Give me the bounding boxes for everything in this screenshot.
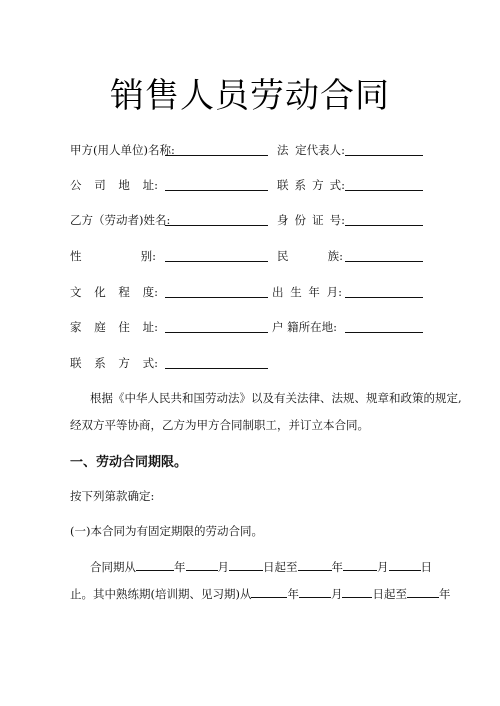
birth-date-field[interactable] [345, 297, 423, 298]
id-number-label: 身 份 证 号: [277, 213, 345, 227]
preamble-line-2: 经双方平等协商，乙方为甲方合同制职工，并订立本合同。 [70, 418, 369, 432]
party-b-name-field[interactable] [165, 225, 268, 226]
contract-period-line [90, 559, 432, 574]
probation-start-day-field[interactable] [342, 586, 372, 598]
education-field[interactable] [165, 297, 268, 298]
party-a-name-label: 甲方(用人单位)名称: [70, 143, 175, 157]
ethnicity-label: 民 族: [277, 249, 343, 263]
probation-lead: 止。其中熟练期(培训期、见习期)从 [70, 587, 252, 601]
id-number-field[interactable] [345, 225, 423, 226]
contact-method-field-b[interactable] [165, 368, 268, 369]
hukou-field[interactable] [345, 332, 423, 333]
period-end-year-field[interactable] [298, 559, 332, 571]
probation-from-label: 日起至 [372, 587, 407, 601]
party-b-name-label: 乙方（劳动者)姓名: [70, 213, 171, 227]
period-start-year-field[interactable] [136, 559, 174, 571]
education-label: 文 化 程 度: [70, 285, 158, 299]
preamble-line-1: 根据《中华人民共和国劳动法》以及有关法律、法规、规章和政策的规定, [90, 391, 462, 405]
period-start-month-field[interactable] [186, 559, 218, 571]
section-1-heading: 一、劳动合同期限。 [70, 455, 188, 470]
probation-month-label: 月 [330, 587, 343, 601]
probation-year-label: 年 [287, 587, 299, 601]
legal-rep-label: 法 定代表人: [277, 143, 345, 157]
period-month2-label: 月 [377, 560, 389, 574]
company-address-field[interactable] [165, 190, 268, 191]
probation-start-month-field[interactable] [299, 586, 331, 598]
section-1-item-1: (一)本合同为有固定期限的劳动合同。 [70, 524, 263, 538]
gender-label: 性 别: [70, 249, 156, 263]
period-year-label: 年 [174, 560, 186, 574]
home-address-label: 家 庭 住 址: [70, 320, 158, 334]
period-lead: 合同期从 [90, 560, 136, 574]
period-month-label: 月 [217, 560, 229, 574]
document-title: 销售人员劳动合同 [110, 76, 390, 116]
period-end-label: 日 [420, 560, 432, 574]
home-address-field[interactable] [165, 332, 268, 333]
birth-date-label: 出 生 年 月: [272, 285, 342, 299]
hukou-label: 户 籍所在地: [272, 320, 338, 334]
probation-period-line [70, 586, 450, 601]
period-end-day-field[interactable] [389, 559, 421, 571]
gender-field[interactable] [165, 261, 268, 262]
ethnicity-field[interactable] [345, 261, 423, 262]
period-end-month-field[interactable] [343, 559, 377, 571]
period-start-day-field[interactable] [229, 559, 263, 571]
period-from-label: 日起至 [263, 560, 298, 574]
contact-method-label-b: 联 系 方 式: [70, 356, 158, 370]
contact-method-field-a[interactable] [345, 190, 423, 191]
party-a-name-field[interactable] [165, 155, 268, 156]
legal-rep-field[interactable] [345, 155, 423, 156]
section-1-intro: 按下列第款确定: [70, 489, 155, 503]
probation-year2-label: 年 [438, 587, 451, 601]
period-year2-label: 年 [331, 560, 343, 574]
probation-start-year-field[interactable] [251, 586, 287, 598]
probation-end-year-field[interactable] [407, 586, 439, 598]
company-address-label: 公 司 地 址: [70, 178, 158, 192]
contact-method-label-a: 联 系 方 式: [277, 178, 345, 192]
